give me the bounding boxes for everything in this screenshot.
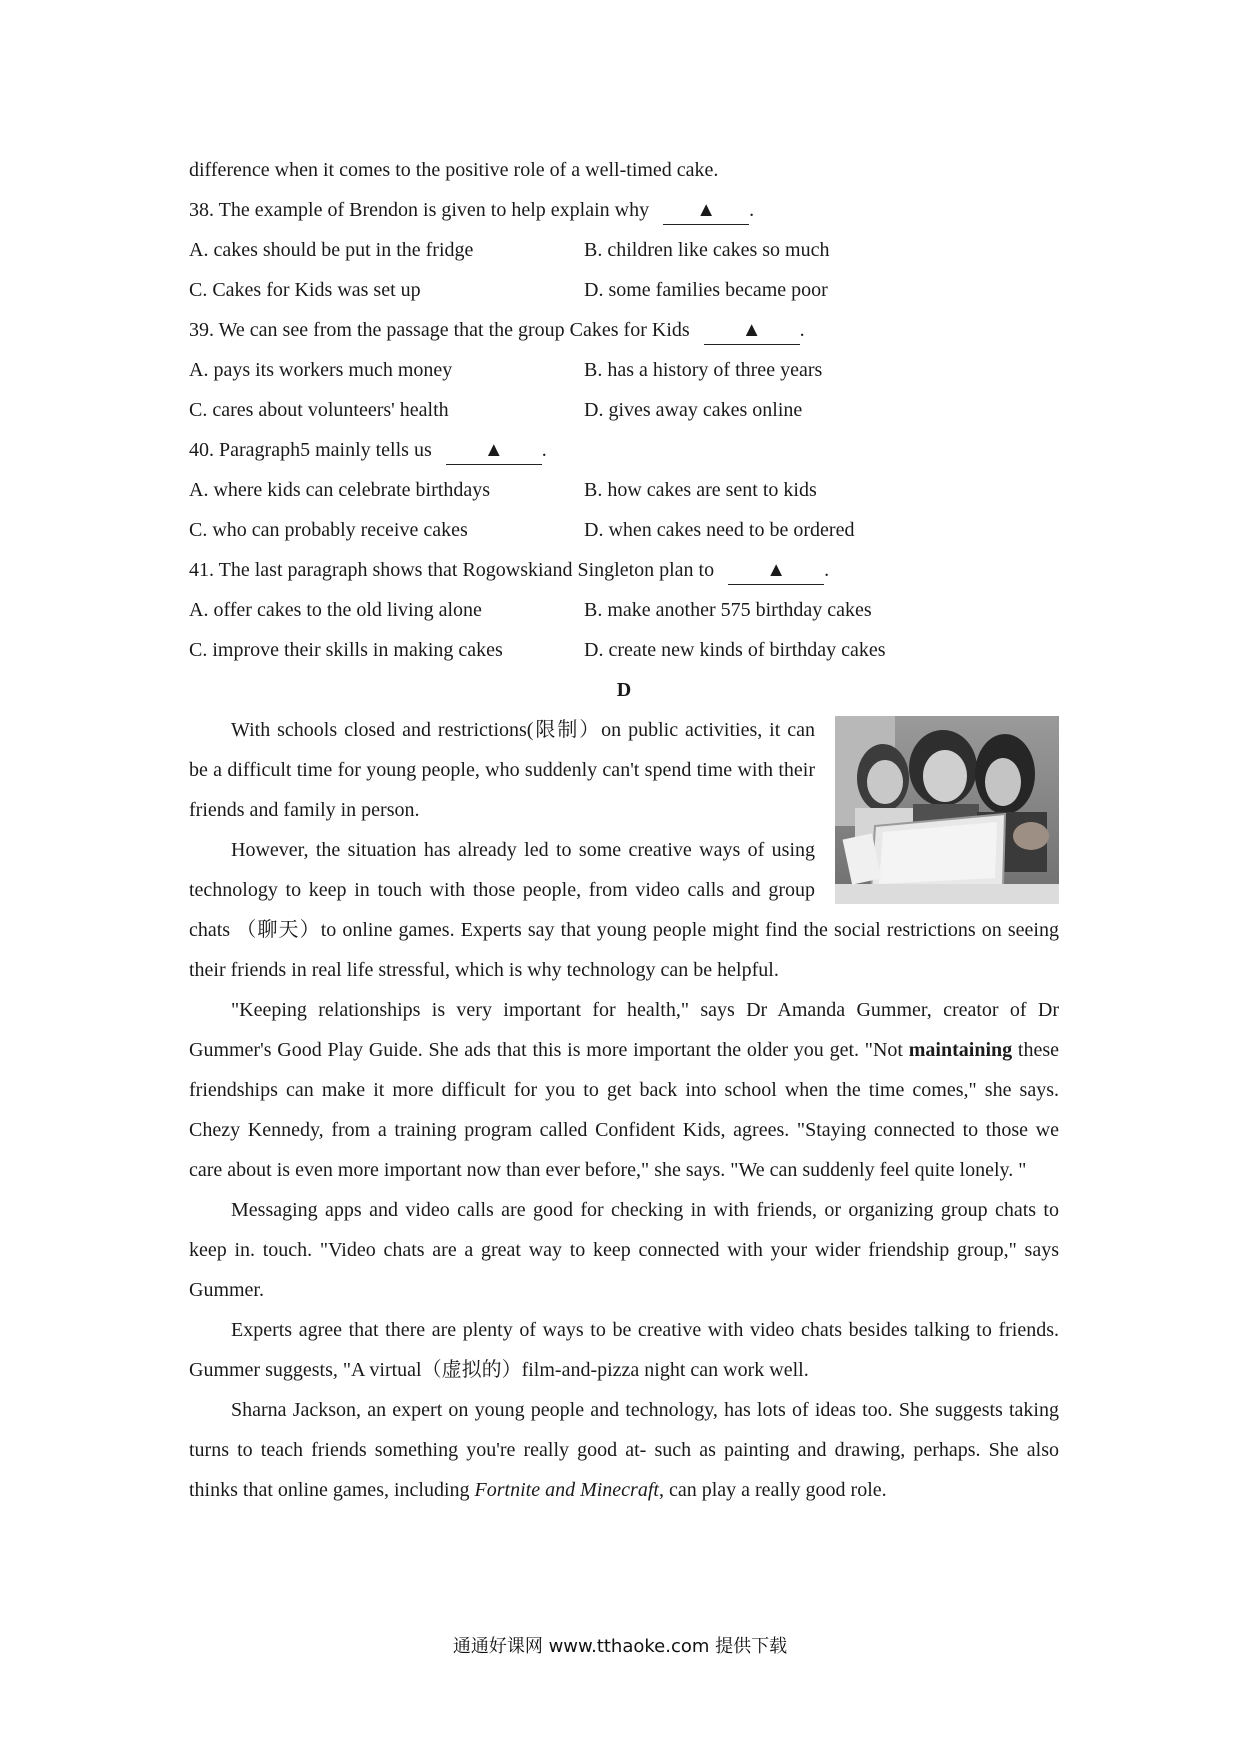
paragraph-3 [189,990,1059,1190]
options-row [189,390,1059,430]
question-41: 41. The last paragraph shows that Rogowskiand Singleton plan to ▲ . [189,550,1059,590]
passage-fragment: difference when it comes to the positive role of a well-timed cake. [189,159,719,181]
game-titles: Fortnite and Minecraft [474,1479,659,1501]
option-a[interactable]: A. where kids can celebrate birthdays [189,479,490,501]
question-38: 38. The example of Brendon is given to help explain why ▲ . [189,190,1059,230]
options-row [189,470,1059,510]
option-d[interactable]: D. gives away cakes online [584,399,803,421]
options-row [189,230,1059,270]
answer-blank[interactable] [663,198,749,225]
triangle-marker-icon: ▲ [741,319,762,341]
option-a[interactable]: A. offer cakes to the old living alone [189,599,482,621]
paragraph-4: Messaging apps and video calls are good for checking in with friends, or organizing group chats to keep in. touch. "Video chats are a great way to keep connected with your wider friendship group," says Gummer. [189,1199,1059,1301]
paragraph-text: , can play a really good role. [658,1479,887,1501]
options-row [189,270,1059,310]
option-a[interactable]: A. cakes should be put in the fridge [189,239,474,261]
page-footer: 通通好课网 www.tthaoke.com 提供下载 [452,1636,788,1657]
paragraph-5: Experts agree that there are plenty of ways to be creative with video chats besides talking to friends. Gummer suggests, "A virtual（虚拟的）film-and-pizza night can work well. [189,1319,1059,1381]
option-b[interactable]: B. how cakes are sent to kids [584,479,817,501]
paragraph-text: Sharna Jackson, an expert on young people and technology, has lots of ideas too. She suggests taking turns to teach friends something you're really good at- such as painting and drawing, perhaps. She also thinks that online games, including [189,1399,1059,1501]
option-d[interactable]: D. create new kinds of birthday cakes [584,639,886,661]
paragraph-text: "Keeping relationships is very important for health," says Dr Amanda Gummer, creator of Dr Gummer's Good Play Guide. She ads that this is more important the older you get. "Not [189,999,1059,1061]
video-chat-photo [835,716,1059,904]
paragraph-text: these friendships can make it more difficult for you to get back into school when the time comes," she says. Chezy Kennedy, from a training program called Confident Kids, agrees. "Staying connected to those we care about is even more important now than ever before," she says. "We can suddenly feel quite lonely. " [189,1039,1060,1181]
option-c[interactable]: C. cares about volunteers' health [189,399,449,421]
options-row [189,590,1059,630]
question-stem: 40. Paragraph5 mainly tells us [189,439,432,461]
option-d[interactable]: D. when cakes need to be ordered [584,519,855,541]
option-c[interactable]: C. improve their skills in making cakes [189,639,503,661]
question-stem: 41. The last paragraph shows that Rogowskiand Singleton plan to [189,559,715,581]
option-d[interactable]: D. some families became poor [584,279,828,301]
option-a[interactable]: A. pays its workers much money [189,359,453,381]
options-row [189,630,1059,670]
triangle-marker-icon: ▲ [696,199,716,221]
options-row [189,350,1059,390]
highlighted-word: maintaining [908,1039,1013,1061]
paragraph-6 [189,1390,1059,1510]
paragraph-1: With schools closed and restrictions(限制）on public activities, it can be a difficult time for young people, who suddenly can't spend time with their friends and family in person. [189,719,815,821]
question-39: 39. We can see from the passage that the group Cakes for Kids ▲ . [189,310,1059,350]
exam-page [189,150,1059,1510]
triangle-marker-icon: ▲ [483,439,504,461]
option-b[interactable]: B. make another 575 birthday cakes [584,599,872,621]
answer-blank[interactable] [728,558,824,585]
option-b[interactable]: B. children like cakes so much [584,239,830,261]
question-stem: 39. We can see from the passage that the group Cakes for Kids [189,319,690,341]
photo-illustration [835,716,1059,904]
answer-blank[interactable] [446,438,542,465]
question-stem: 38. The example of Brendon is given to help explain why [189,199,650,221]
section-heading: D [616,679,632,701]
triangle-marker-icon: ▲ [766,559,787,581]
answer-blank[interactable] [704,318,800,345]
options-row [189,510,1059,550]
option-c[interactable]: C. who can probably receive cakes [189,519,468,541]
option-c[interactable]: C. Cakes for Kids was set up [189,279,421,301]
question-40: 40. Paragraph5 mainly tells us ▲ . [189,430,1059,470]
paragraph-2: However, the situation has already led to some creative ways of using technology to keep in touch with those people, from video calls and group chats （聊天）to online games. Experts say that young people might find the social restrictions on seeing their friends in real life stressful, which is why technology can be helpful. [189,839,1059,981]
option-b[interactable]: B. has a history of three years [584,359,823,381]
